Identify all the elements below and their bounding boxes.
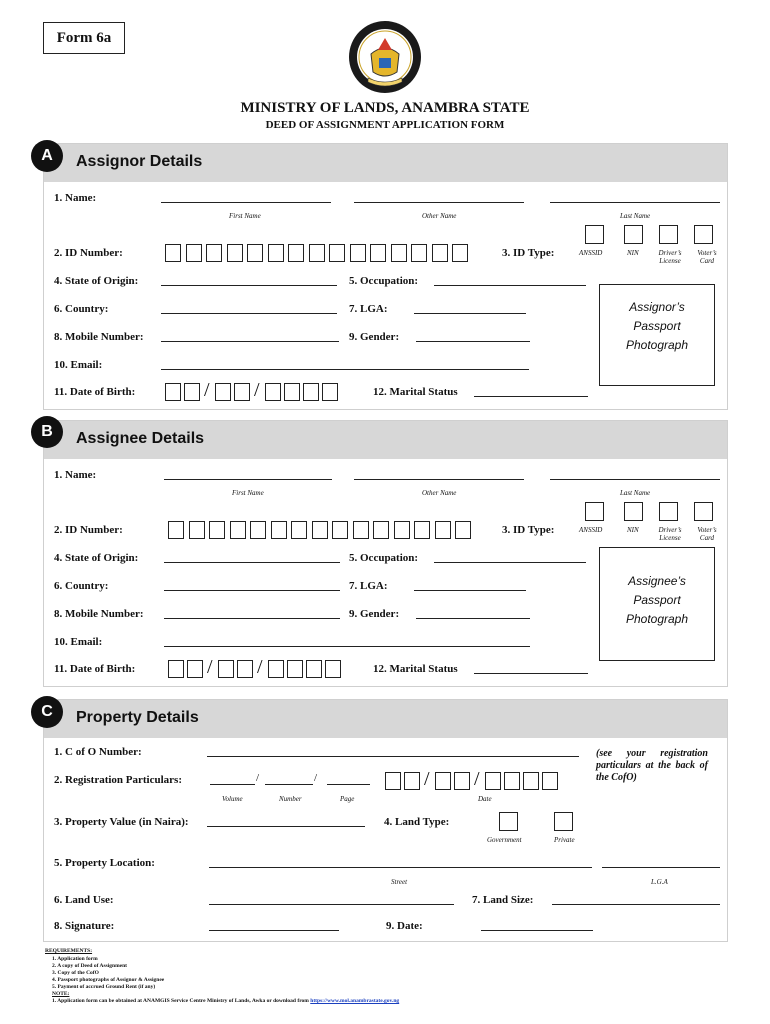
- mobile-number-field[interactable]: [161, 341, 339, 342]
- section-title: Assignor Details: [76, 153, 203, 170]
- street-field[interactable]: [209, 867, 592, 868]
- section-header: [44, 144, 727, 182]
- requirement-item: 2. A copy of Deed of Assignment: [52, 963, 128, 969]
- volume-field[interactable]: [210, 784, 255, 785]
- lga-field[interactable]: [414, 313, 526, 314]
- note-body: 1. Application form can be obtained at ANAMGIS Service Centre Ministry of Lands, Awka or download from: [52, 998, 309, 1004]
- digit-box[interactable]: [206, 244, 222, 262]
- digit-box[interactable]: [454, 772, 470, 790]
- land-type-label: 4. Land Type:: [384, 816, 450, 828]
- ministry-title: MINISTRY OF LANDS, ANAMBRA STATE: [240, 100, 530, 116]
- digit-box[interactable]: [394, 521, 410, 539]
- note-heading: NOTE:: [52, 991, 70, 997]
- digit-box[interactable]: [187, 660, 203, 678]
- digit-box[interactable]: [284, 383, 300, 401]
- section-header: [44, 421, 727, 459]
- nin-checkbox[interactable]: [624, 502, 643, 521]
- number-caption: Number: [279, 795, 302, 803]
- digit-box[interactable]: [523, 772, 539, 790]
- nin-caption: NIN: [627, 249, 639, 257]
- cofo-number-field[interactable]: [207, 756, 579, 757]
- date-of-birth-label: 11. Date of Birth:: [54, 663, 136, 675]
- digit-box[interactable]: [168, 521, 184, 539]
- email-field[interactable]: [161, 369, 529, 370]
- photo-caption-1: Assignee’s: [628, 574, 686, 588]
- digit-box[interactable]: [414, 521, 430, 539]
- digit-box[interactable]: [186, 244, 202, 262]
- last-name-caption: Last Name: [620, 212, 651, 220]
- registration-particulars-label: 2. Registration Particulars:: [54, 774, 182, 786]
- lga-caption: L.G.A: [651, 878, 668, 886]
- email-label: 10. Email:: [54, 359, 103, 371]
- digit-box[interactable]: [291, 521, 307, 539]
- digit-box[interactable]: [385, 772, 401, 790]
- assignee-passport-photo-box[interactable]: [599, 547, 715, 661]
- private-checkbox[interactable]: [554, 812, 573, 831]
- digit-box[interactable]: [209, 521, 225, 539]
- id-type-label: 3. ID Type:: [502, 247, 555, 259]
- country-field[interactable]: [164, 590, 340, 591]
- first-name-field[interactable]: [164, 479, 332, 480]
- marital-status-field[interactable]: [474, 673, 588, 674]
- street-caption: Street: [391, 878, 408, 886]
- photo-caption-3: Photograph: [625, 612, 689, 626]
- digit-box[interactable]: [237, 660, 253, 678]
- digit-box[interactable]: [312, 521, 328, 539]
- photo-caption-1: Assignor’s: [629, 300, 685, 314]
- photo-caption-3: Photograph: [625, 338, 689, 352]
- last-name-field[interactable]: [550, 479, 720, 480]
- date-separator: /: [257, 656, 263, 678]
- drivers-license-caption: Driver’s License: [658, 526, 682, 542]
- digit-box[interactable]: [373, 521, 389, 539]
- date-of-birth-label: 11. Date of Birth:: [54, 386, 136, 398]
- digit-box[interactable]: [391, 244, 407, 262]
- anambra-state-seal-logo: [348, 20, 422, 94]
- digit-box[interactable]: [455, 521, 471, 539]
- voters-card-caption: Voter’s Card: [697, 249, 717, 265]
- reg-separator: /: [256, 772, 260, 784]
- page-field[interactable]: [327, 784, 370, 785]
- private-caption: Private: [554, 836, 575, 844]
- date-caption: Date: [478, 795, 492, 803]
- cofo-number-label: 1. C of O Number:: [54, 746, 142, 758]
- anssid-checkbox[interactable]: [585, 225, 604, 244]
- state-of-origin-field[interactable]: [164, 562, 340, 563]
- gender-field[interactable]: [416, 341, 530, 342]
- section-title: Property Details: [76, 709, 199, 726]
- other-name-caption: Other Name: [422, 212, 457, 220]
- digit-box[interactable]: [265, 383, 281, 401]
- download-link[interactable]: https://www.mol.anambrastate.gov.ng: [310, 998, 400, 1004]
- state-of-origin-label: 4. State of Origin:: [54, 552, 139, 564]
- volume-caption: Volume: [222, 795, 243, 803]
- drivers-license-caption: Driver’s License: [658, 249, 682, 265]
- voters-card-caption: Voter’s Card: [697, 526, 717, 542]
- digit-box[interactable]: [165, 244, 181, 262]
- last-name-field[interactable]: [550, 202, 720, 203]
- digit-box[interactable]: [165, 383, 181, 401]
- section-a-badge: A: [31, 140, 63, 172]
- gender-label: 9. Gender:: [349, 331, 400, 343]
- other-name-field[interactable]: [354, 202, 524, 203]
- digit-box[interactable]: [504, 772, 520, 790]
- digit-box[interactable]: [325, 660, 341, 678]
- mobile-number-label: 8. Mobile Number:: [54, 331, 144, 343]
- photo-caption-2: Passport: [633, 319, 681, 333]
- lga-field[interactable]: [414, 590, 526, 591]
- digit-box[interactable]: [332, 521, 348, 539]
- requirement-item: 1. Application form: [52, 956, 98, 962]
- date-separator: /: [254, 379, 260, 401]
- marital-status-field[interactable]: [474, 396, 588, 397]
- digit-box[interactable]: [432, 244, 448, 262]
- government-caption: Government: [487, 836, 522, 844]
- cofo-note: (see your registration particulars at the back of the CofO): [596, 748, 708, 783]
- name-label: 1. Name:: [54, 192, 97, 204]
- digit-box[interactable]: [288, 244, 304, 262]
- digit-box[interactable]: [452, 244, 468, 262]
- country-field[interactable]: [161, 313, 337, 314]
- land-size-label: 7. Land Size:: [472, 894, 534, 906]
- land-use-label: 6. Land Use:: [54, 894, 114, 906]
- digit-box[interactable]: [184, 383, 200, 401]
- digit-box[interactable]: [435, 772, 451, 790]
- digit-box[interactable]: [485, 772, 501, 790]
- gender-field[interactable]: [416, 618, 530, 619]
- email-label: 10. Email:: [54, 636, 103, 648]
- digit-box[interactable]: [303, 383, 319, 401]
- gender-label: 9. Gender:: [349, 608, 400, 620]
- signature-field[interactable]: [209, 930, 339, 931]
- digit-box[interactable]: [404, 772, 420, 790]
- lga-label: 7. LGA:: [349, 580, 388, 592]
- date-separator: /: [204, 379, 210, 401]
- first-name-caption: First Name: [229, 212, 261, 220]
- state-of-origin-field[interactable]: [161, 285, 337, 286]
- page-caption: Page: [340, 795, 355, 803]
- location-lga-field[interactable]: [602, 867, 720, 868]
- digit-box[interactable]: [329, 244, 345, 262]
- occupation-label: 5. Occupation:: [349, 552, 419, 564]
- marital-status-label: 12. Marital Status: [373, 663, 458, 675]
- assignor-section: [43, 143, 728, 410]
- voters-card-checkbox[interactable]: [694, 225, 713, 244]
- form-number-label: Form 6a: [43, 22, 125, 54]
- date-field[interactable]: [481, 930, 593, 931]
- date-separator: /: [424, 768, 430, 790]
- occupation-field[interactable]: [434, 285, 586, 286]
- digit-box[interactable]: [435, 521, 451, 539]
- digit-box[interactable]: [370, 244, 386, 262]
- state-of-origin-label: 4. State of Origin:: [54, 275, 139, 287]
- digit-box[interactable]: [234, 383, 250, 401]
- requirement-item: 3. Copy of the CofO: [52, 970, 99, 976]
- date-separator: /: [474, 768, 480, 790]
- id-type-label: 3. ID Type:: [502, 524, 555, 536]
- digit-box[interactable]: [218, 660, 234, 678]
- lga-label: 7. LGA:: [349, 303, 388, 315]
- other-name-caption: Other Name: [422, 489, 457, 497]
- government-checkbox[interactable]: [499, 812, 518, 831]
- digit-box[interactable]: [268, 244, 284, 262]
- digit-box[interactable]: [287, 660, 303, 678]
- email-field[interactable]: [164, 646, 530, 647]
- id-number-label: 2. ID Number:: [54, 247, 123, 259]
- anssid-caption: ANSSID: [579, 526, 603, 534]
- land-use-field[interactable]: [209, 904, 454, 905]
- date-label: 9. Date:: [386, 920, 423, 932]
- form-subtitle: DEED OF ASSIGNMENT APPLICATION FORM: [265, 119, 505, 131]
- digit-box[interactable]: [247, 244, 263, 262]
- digit-box[interactable]: [215, 383, 231, 401]
- name-label: 1. Name:: [54, 469, 97, 481]
- nin-caption: NIN: [627, 526, 639, 534]
- marital-status-label: 12. Marital Status: [373, 386, 458, 398]
- signature-label: 8. Signature:: [54, 920, 115, 932]
- number-field[interactable]: [265, 784, 313, 785]
- section-c-badge: C: [31, 696, 63, 728]
- date-separator: /: [207, 656, 213, 678]
- digit-box[interactable]: [350, 244, 366, 262]
- anssid-caption: ANSSID: [579, 249, 603, 257]
- digit-box[interactable]: [411, 244, 427, 262]
- assignee-section: [43, 420, 728, 687]
- property-value-label: 3. Property Value (in Naira):: [54, 816, 189, 828]
- id-number-label: 2. ID Number:: [54, 524, 123, 536]
- requirement-item: 4. Passport photographs of Assignor & Assignee: [52, 977, 165, 983]
- digit-box[interactable]: [227, 244, 243, 262]
- other-name-field[interactable]: [354, 479, 524, 480]
- last-name-caption: Last Name: [620, 489, 651, 497]
- country-label: 6. Country:: [54, 580, 109, 592]
- property-location-label: 5. Property Location:: [54, 857, 155, 869]
- digit-box[interactable]: [542, 772, 558, 790]
- reg-separator: /: [314, 772, 318, 784]
- section-header: [44, 700, 727, 738]
- note-text: [52, 998, 399, 1004]
- digit-box[interactable]: [168, 660, 184, 678]
- photo-caption-2: Passport: [633, 593, 681, 607]
- drivers-license-checkbox[interactable]: [659, 225, 678, 244]
- digit-box[interactable]: [189, 521, 205, 539]
- requirement-item: 5. Payment of accrued Ground Rent (if any): [52, 984, 156, 990]
- nin-checkbox[interactable]: [624, 225, 643, 244]
- digit-box[interactable]: [306, 660, 322, 678]
- assignor-passport-photo-box[interactable]: [599, 284, 715, 386]
- digit-box[interactable]: [250, 521, 266, 539]
- first-name-caption: First Name: [232, 489, 264, 497]
- anssid-checkbox[interactable]: [585, 502, 604, 521]
- digit-box[interactable]: [268, 660, 284, 678]
- digit-box[interactable]: [353, 521, 369, 539]
- digit-box[interactable]: [230, 521, 246, 539]
- occupation-label: 5. Occupation:: [349, 275, 419, 287]
- digit-box[interactable]: [322, 383, 338, 401]
- section-title: Assignee Details: [76, 430, 205, 447]
- digit-box[interactable]: [309, 244, 325, 262]
- land-size-field[interactable]: [552, 904, 720, 905]
- drivers-license-checkbox[interactable]: [659, 502, 678, 521]
- occupation-field[interactable]: [434, 562, 586, 563]
- requirements-heading: REQUIREMENTS:: [45, 948, 93, 954]
- country-label: 6. Country:: [54, 303, 109, 315]
- property-value-field[interactable]: [207, 826, 365, 827]
- mobile-number-field[interactable]: [164, 618, 340, 619]
- section-b-badge: B: [31, 416, 63, 448]
- digit-box[interactable]: [271, 521, 287, 539]
- first-name-field[interactable]: [161, 202, 331, 203]
- property-section: [43, 699, 728, 942]
- mobile-number-label: 8. Mobile Number:: [54, 608, 144, 620]
- voters-card-checkbox[interactable]: [694, 502, 713, 521]
